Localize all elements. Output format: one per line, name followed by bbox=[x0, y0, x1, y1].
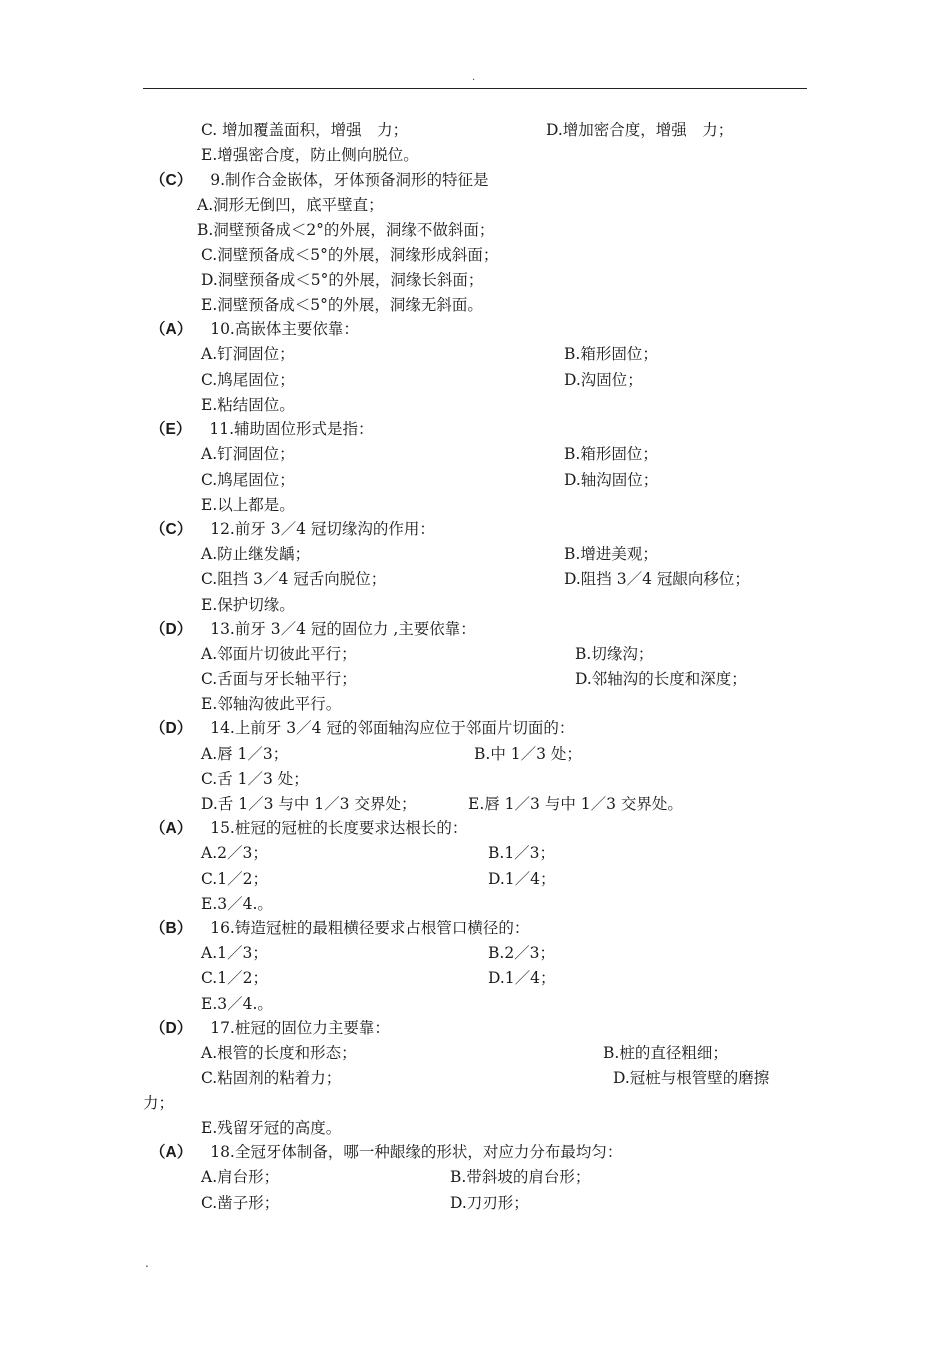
question-stem: 14.上前牙 3／4 冠的邻面轴沟应位于邻面片切面的： bbox=[210, 719, 575, 737]
question-stem: 13.前牙 3／4 冠的固位力 ,主要依靠： bbox=[210, 620, 476, 638]
question-11 bbox=[150, 418, 374, 440]
q11-option-d: D.轴沟固位； bbox=[564, 471, 659, 489]
header-rule bbox=[143, 88, 807, 89]
answer-label: （D） bbox=[150, 621, 193, 638]
question-stem: 15.桩冠的冠桩的长度要求达根长的： bbox=[210, 819, 468, 837]
q15-option-d: D.1／4； bbox=[488, 870, 556, 888]
q17-option-e: E.残留牙冠的高度。 bbox=[201, 1119, 342, 1137]
answer-label: （D） bbox=[150, 1020, 193, 1037]
q11-option-c: C.鸠尾固位； bbox=[201, 471, 295, 489]
q14-option-d: D.舌 1／3 与中 1／3 交界处； bbox=[201, 795, 417, 813]
q18-option-b: B.带斜坡的肩台形； bbox=[450, 1168, 591, 1186]
q15-option-e: E.3／4.。 bbox=[201, 895, 273, 913]
q11-option-e: E.以上都是。 bbox=[201, 496, 295, 514]
q15-option-b: B.1／3； bbox=[488, 844, 556, 862]
q11-option-b: B.箱形固位； bbox=[564, 445, 658, 463]
q14-option-e: E.唇 1／3 与中 1／3 交界处。 bbox=[468, 795, 683, 813]
q10-option-d: D.沟固位； bbox=[564, 371, 643, 389]
question-9 bbox=[150, 169, 489, 191]
answer-label: （D） bbox=[150, 720, 193, 737]
question-stem: 17.桩冠的固位力主要靠： bbox=[210, 1019, 390, 1037]
q12-option-b: B.增进美观； bbox=[564, 545, 658, 563]
q12-option-e: E.保护切缘。 bbox=[201, 596, 295, 614]
answer-label: （A） bbox=[150, 1144, 193, 1161]
q13-option-a: A.邻面片切彼此平行； bbox=[201, 645, 357, 663]
answer-label: （C） bbox=[150, 521, 193, 538]
q13-option-c: C.舌面与牙长轴平行； bbox=[201, 670, 357, 688]
question-15 bbox=[150, 817, 467, 839]
q17-option-c: C.粘固剂的粘着力； bbox=[201, 1069, 342, 1087]
q18-option-d: D.刀刃形； bbox=[450, 1194, 529, 1212]
q17-option-b: B.桩的直径粗细； bbox=[603, 1044, 728, 1062]
q18-option-c: C.凿子形； bbox=[201, 1194, 280, 1212]
header-mark: . bbox=[472, 72, 476, 83]
q12-option-c: C.阻挡 3／4 冠舌向脱位； bbox=[201, 570, 387, 588]
q18-option-a: A.肩台形； bbox=[201, 1168, 280, 1186]
q15-option-c: C.1／2； bbox=[201, 870, 268, 888]
question-13 bbox=[150, 618, 476, 640]
q16-option-a: A.1／3； bbox=[201, 944, 268, 962]
question-18 bbox=[150, 1141, 622, 1163]
q14-option-a: A.唇 1／3； bbox=[201, 745, 289, 763]
q17-option-a: A.根管的长度和形态； bbox=[201, 1044, 357, 1062]
question-stem: 16.铸造冠桩的最粗横径要求占根管口横径的： bbox=[210, 919, 530, 937]
q9-option-e: E.洞壁预备成＜5°的外展，洞缘无斜面。 bbox=[201, 296, 483, 314]
q10-option-a: A.钉洞固位； bbox=[201, 345, 295, 363]
question-stem: 12.前牙 3／4 冠切缘沟的作用： bbox=[210, 520, 435, 538]
q17-option-d: D.冠桩与根管壁的磨擦 bbox=[613, 1069, 770, 1087]
question-stem: 18.全冠牙体制备，哪一种龈缘的形状，对应力分布最均匀： bbox=[210, 1143, 623, 1161]
q16-option-e: E.3／4.。 bbox=[201, 995, 273, 1013]
q14-option-c: C.舌 1／3 处； bbox=[201, 770, 309, 788]
q9-option-b: B.洞壁预备成＜2°的外展，洞缘不做斜面； bbox=[197, 221, 495, 239]
q13-option-e: E.邻轴沟彼此平行。 bbox=[201, 695, 342, 713]
option-c-top: C. 增加覆盖面积，增强 力； bbox=[201, 121, 409, 139]
question-17 bbox=[150, 1017, 390, 1039]
q16-option-b: B.2／3； bbox=[488, 944, 556, 962]
answer-label: （B） bbox=[150, 920, 193, 937]
question-14 bbox=[150, 717, 574, 739]
answer-label: （E） bbox=[150, 421, 192, 438]
question-stem: 9.制作合金嵌体，牙体预备洞形的特征是 bbox=[210, 171, 489, 189]
q10-option-e: E.粘结固位。 bbox=[201, 396, 295, 414]
q13-option-b: B.切缘沟； bbox=[575, 645, 654, 663]
option-e-top: E.增强密合度，防止侧向脱位。 bbox=[201, 146, 419, 164]
q15-option-a: A.2／3； bbox=[201, 844, 268, 862]
question-16 bbox=[150, 917, 529, 939]
q9-option-c: C.洞壁预备成＜5°的外展，洞缘形成斜面； bbox=[201, 246, 499, 264]
answer-label: （A） bbox=[150, 321, 193, 338]
question-stem: 11.辅助固位形式是指： bbox=[209, 420, 374, 438]
answer-label: （A） bbox=[150, 820, 193, 837]
q14-option-b: B.中 1／3 处； bbox=[474, 745, 582, 763]
answer-label: （C） bbox=[150, 172, 193, 189]
q9-option-d: D.洞壁预备成＜5°的外展，洞缘长斜面； bbox=[201, 271, 484, 289]
q13-option-d: D.邻轴沟的长度和深度； bbox=[575, 670, 747, 688]
q9-option-a: A.洞形无倒凹，底平壁直； bbox=[197, 196, 384, 214]
q10-option-b: B.箱形固位； bbox=[564, 345, 658, 363]
question-10 bbox=[150, 318, 359, 340]
option-d-top: D.增加密合度，增强 力； bbox=[546, 121, 734, 139]
q12-option-d: D.阻挡 3／4 冠龈向移位； bbox=[564, 570, 750, 588]
footer-mark: . bbox=[145, 1256, 149, 1270]
q11-option-a: A.钉洞固位； bbox=[201, 445, 295, 463]
q12-option-a: A.防止继发龋； bbox=[201, 545, 311, 563]
q16-option-c: C.1／2； bbox=[201, 969, 268, 987]
q10-option-c: C.鸠尾固位； bbox=[201, 371, 295, 389]
q17-option-d-continued: 力； bbox=[143, 1094, 175, 1112]
question-12 bbox=[150, 518, 435, 540]
q16-option-d: D.1／4； bbox=[488, 969, 556, 987]
question-stem: 10.高嵌体主要依靠： bbox=[210, 320, 359, 338]
